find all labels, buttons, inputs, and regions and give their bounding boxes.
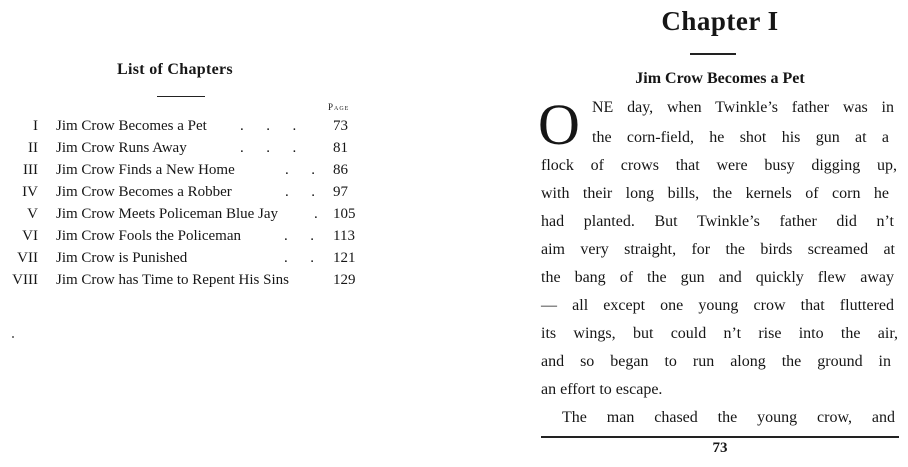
chapter-name: Jim Crow Fools the Policeman (56, 228, 241, 244)
chapter-heading-rule (690, 53, 736, 55)
toc-title: List of Chapters (117, 61, 233, 78)
chapter-name: Jim Crow Becomes a Robber (56, 184, 232, 200)
body-line: its wings, but could n’t rise into the air, (541, 325, 898, 342)
chapter-list (0, 115, 440, 291)
body-line: aim very straight, for the birds screamed at (541, 241, 895, 258)
chapter-page: 86 (333, 162, 348, 178)
chapter-name: Jim Crow Meets Policeman Blue Jay (56, 206, 279, 222)
body-line: with their long bills, the kernels of corn he (541, 185, 889, 202)
leader-dots: . . . (240, 140, 297, 156)
page-column-label: Page (328, 102, 350, 112)
body-line: — all except one young crow that fluttered (541, 297, 894, 314)
chapter-name: Jim Crow Finds a New Home (56, 162, 235, 178)
chapter-name: Jim Crow has Time to Repent His Sins (56, 272, 289, 288)
footer-rule (541, 436, 899, 438)
page-number: 73 (712, 440, 728, 456)
chapter-heading: Chapter I (661, 6, 779, 36)
body-line: The man chased the young crow, and (562, 409, 895, 426)
chapter-page: 121 (333, 250, 356, 266)
body-line: and so began to run along the ground in (541, 353, 891, 370)
chapter-page: 113 (333, 228, 355, 244)
body-line: flock of crows that were busy digging up, (541, 157, 897, 174)
chapter-number: VIII (12, 272, 38, 288)
right-page (520, 0, 908, 467)
chapter-number: V (27, 206, 38, 222)
left-page (0, 0, 450, 467)
chapter-row[interactable] (0, 159, 440, 181)
chapter-number: VI (22, 228, 38, 244)
chapter-name: Jim Crow Runs Away (56, 140, 187, 156)
chapter-page: 81 (333, 140, 348, 156)
toc-title-rule (157, 96, 205, 97)
leader-dots: . . (284, 250, 314, 266)
chapter-row[interactable] (0, 115, 440, 137)
chapter-page: 129 (333, 272, 356, 288)
chapter-number: II (28, 140, 38, 156)
leader-dots: . . (285, 184, 315, 200)
paper-speck (12, 336, 14, 338)
leader-dots: . . . (240, 118, 297, 134)
body-line: the corn-field, he shot his gun at a (592, 129, 889, 146)
chapter-row[interactable] (0, 181, 440, 203)
drop-cap: O (538, 92, 580, 157)
body-line: the bang of the gun and quickly flew away (541, 269, 894, 286)
chapter-name: Jim Crow Becomes a Pet (56, 118, 207, 134)
chapter-row[interactable] (0, 137, 440, 159)
chapter-page: 105 (333, 206, 356, 222)
chapter-page: 73 (333, 118, 348, 134)
body-line: an effort to escape. (541, 381, 663, 398)
body-line: had planted. But Twinkle’s father did n’t (541, 213, 894, 230)
body-line: NE day, when Twinkle’s father was in (592, 99, 894, 116)
chapter-row[interactable] (0, 269, 440, 291)
chapter-number: III (23, 162, 38, 178)
chapter-name: Jim Crow is Punished (56, 250, 188, 266)
chapter-number: IV (22, 184, 38, 200)
chapter-page: 97 (333, 184, 348, 200)
leader-dots: . (314, 206, 318, 222)
leader-dots: . . (284, 228, 314, 244)
chapter-number: VII (17, 250, 38, 266)
leader-dots: . . (285, 162, 315, 178)
chapter-row[interactable] (0, 225, 440, 247)
chapter-title: Jim Crow Becomes a Pet (635, 70, 805, 87)
chapter-number: I (33, 118, 38, 134)
chapter-row[interactable] (0, 247, 440, 269)
chapter-row[interactable] (0, 203, 440, 225)
